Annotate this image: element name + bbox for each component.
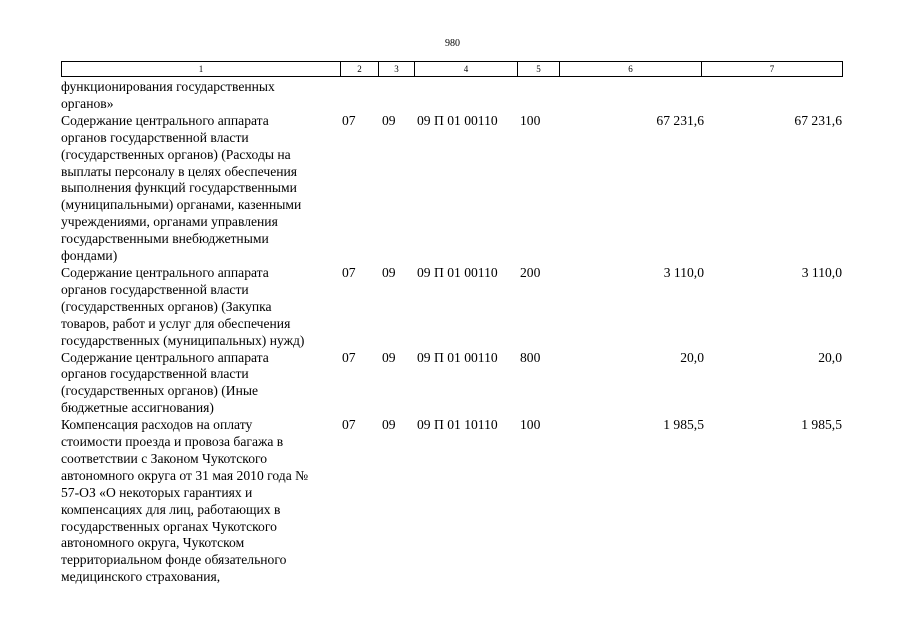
subsection-code: 09	[382, 264, 396, 280]
description-line: функционирования государственных	[61, 79, 275, 94]
description-line: государственными внебюджетными	[61, 231, 269, 247]
description-line: Компенсация расходов на оплату	[61, 417, 253, 433]
target-article-code: 09 П 01 00110	[417, 264, 498, 280]
column-header-5: 5	[518, 62, 560, 77]
column-header-2: 2	[341, 62, 379, 77]
description-line: соответствии с Законом Чукотского	[61, 450, 268, 466]
column-header-1: 1	[62, 62, 341, 77]
table-row	[61, 417, 851, 586]
expense-type-code: 800	[520, 349, 541, 365]
section-code: 07	[342, 112, 356, 128]
description-line: Содержание центрального аппарата	[61, 349, 269, 365]
description-line: Содержание центрального аппарата	[61, 264, 269, 280]
subsection-code: 09	[382, 349, 396, 365]
amount-col-7: 20,0	[818, 349, 842, 365]
section-code: 07	[342, 417, 356, 433]
description-line: государственных органах Чукотского	[61, 518, 277, 534]
description-line: органов государственной власти	[61, 129, 249, 145]
description-line: медицинского страхования,	[61, 569, 221, 585]
description-line: автономного округа, Чукотском	[61, 535, 245, 551]
description-line: автономного округа от 31 мая 2010 года №	[61, 467, 309, 483]
amount-col-7: 67 231,6	[794, 112, 842, 128]
column-header-4: 4	[415, 62, 518, 77]
table-row	[61, 350, 851, 418]
description-line: государственных (муниципальных) нужд)	[61, 332, 305, 348]
budget-table-body	[61, 79, 851, 586]
expense-type-code: 100	[520, 112, 541, 128]
description-line: (государственных органов) (Закупка	[61, 298, 272, 314]
amount-col-6: 3 110,0	[663, 264, 704, 280]
description-line: стоимости проезда и провоза багажа в	[61, 434, 284, 450]
expense-type-code: 100	[520, 417, 541, 433]
target-article-code: 09 П 01 00110	[417, 112, 498, 128]
description-line: (государственных органов) (Иные	[61, 383, 259, 399]
amount-col-6: 20,0	[680, 349, 704, 365]
target-article-code: 09 П 01 10110	[417, 417, 498, 433]
description-line: органов государственной власти	[61, 281, 249, 297]
description-line: Содержание центрального аппарата	[61, 112, 269, 128]
description-line: (государственных органов) (Расходы на	[61, 146, 291, 162]
description-line: территориальном фонде обязательного	[61, 552, 287, 568]
amount-col-6: 67 231,6	[656, 112, 704, 128]
description-line: фондами)	[61, 248, 118, 264]
column-header-7: 7	[702, 62, 843, 77]
column-header-row	[62, 62, 843, 77]
column-header-3: 3	[379, 62, 415, 77]
table-row	[61, 79, 851, 113]
description-line: товаров, работ и услуг для обеспечения	[61, 315, 291, 331]
amount-col-7: 3 110,0	[801, 264, 842, 280]
page-number: 980	[445, 38, 460, 49]
subsection-code: 09	[382, 112, 396, 128]
description-line: компенсациях для лиц, работающих в	[61, 501, 281, 517]
subsection-code: 09	[382, 417, 396, 433]
amount-col-7: 1 985,5	[801, 417, 842, 433]
row-description	[61, 113, 339, 265]
description-line: органов»	[61, 95, 114, 111]
section-code: 07	[342, 264, 356, 280]
description-line: выполнения функций государственными	[61, 180, 297, 196]
description-line: (муниципальными) органами, казенными	[61, 197, 302, 213]
row-description	[61, 350, 339, 418]
description-line: выплаты персоналу в целях обеспечения	[61, 163, 298, 179]
description-line: органов государственной власти	[61, 366, 249, 382]
row-description	[61, 79, 339, 113]
table-row	[61, 113, 851, 265]
row-description	[61, 265, 339, 350]
expense-type-code: 200	[520, 264, 541, 280]
section-code: 07	[342, 349, 356, 365]
description-line: бюджетные ассигнования)	[61, 400, 214, 416]
description-line: учреждениями, органами управления	[61, 214, 278, 230]
target-article-code: 09 П 01 00110	[417, 349, 498, 365]
description-line: 57-ОЗ «О некоторых гарантиях и	[61, 484, 253, 500]
column-header-table	[61, 61, 843, 77]
row-description	[61, 417, 339, 586]
table-row	[61, 265, 851, 350]
amount-col-6: 1 985,5	[663, 417, 704, 433]
column-header-6: 6	[560, 62, 702, 77]
